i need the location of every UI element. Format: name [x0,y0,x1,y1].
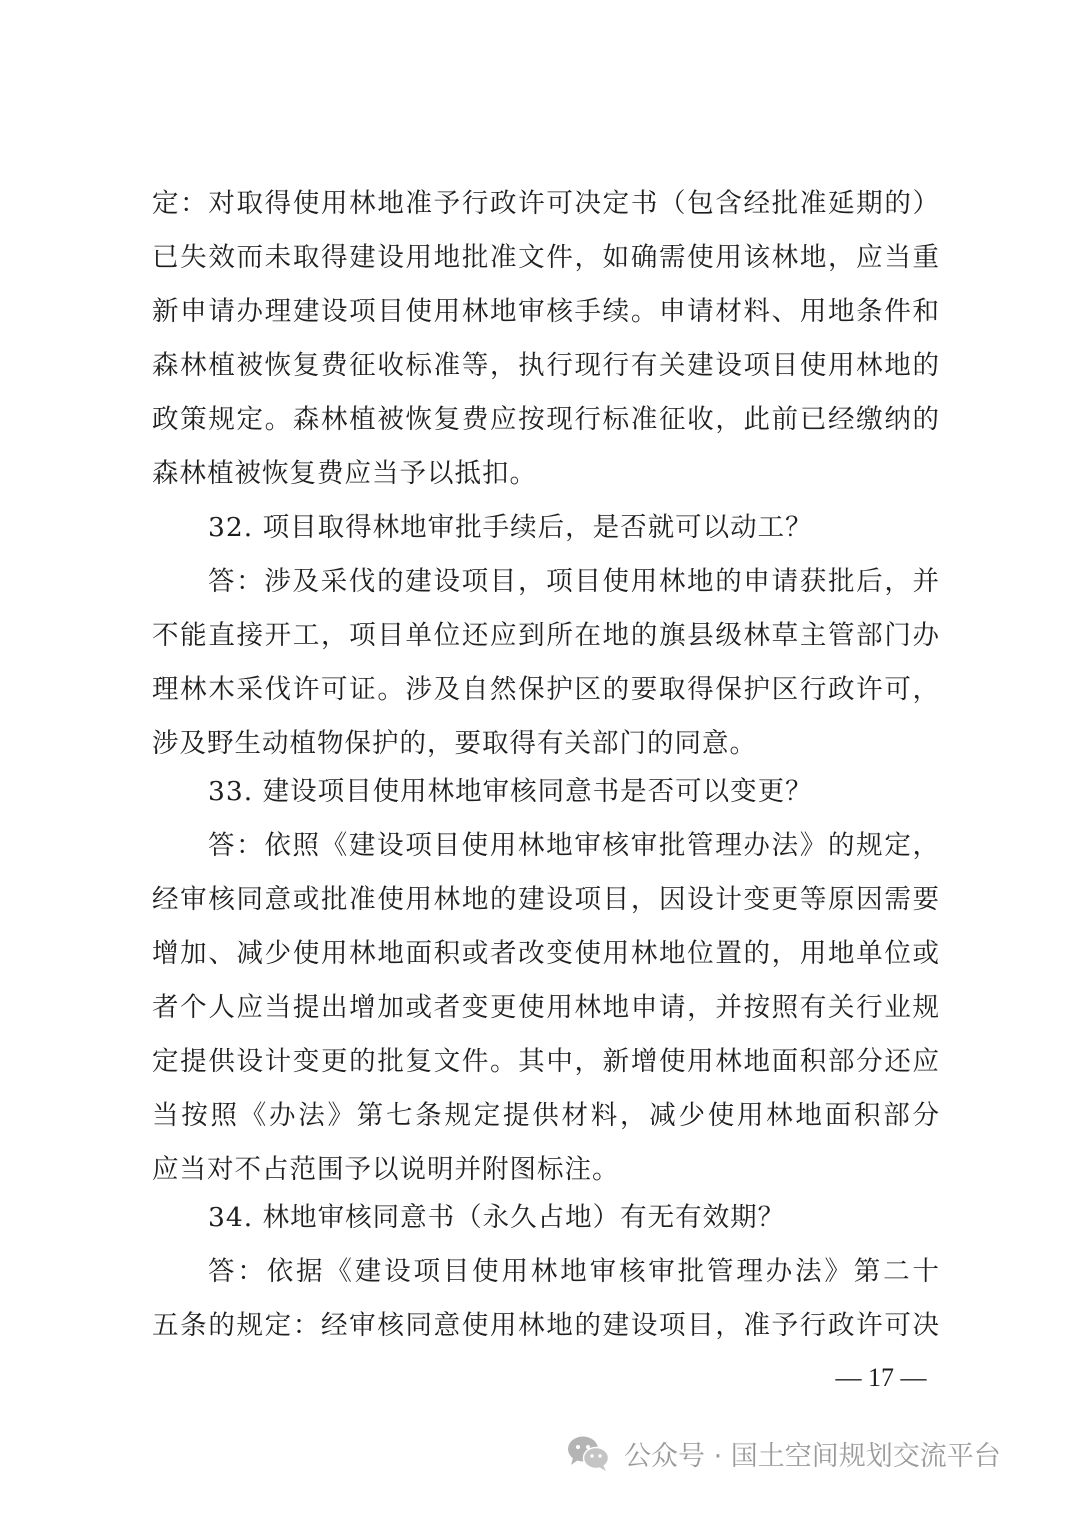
body-line: 涉及野生动植物保护的，要取得有关部门的同意。 [152,728,757,759]
answer-line: 答：涉及采伐的建设项目，项目使用林地的申请获批后，并 [208,566,940,597]
page-number: — 17 — [835,1363,927,1392]
body-line: 新申请办理建设项目使用林地审核手续。申请材料、用地条件和 [152,296,940,327]
question-heading-34: 34. 林地审核同意书（永久占地）有无有效期？ [208,1202,786,1233]
wechat-icon [566,1434,610,1472]
body-line: 应当对不占范围予以说明并附图标注。 [152,1154,620,1185]
body-line: 增加、减少使用林地面积或者改变使用林地位置的，用地单位或 [152,938,940,969]
answer-line: 答：依照《建设项目使用林地审核审批管理办法》的规定， [208,830,940,861]
watermark [566,1428,1001,1478]
body-line: 当按照《办法》第七条规定提供材料，减少使用林地面积部分 [152,1100,940,1131]
answer-line: 答：依据《建设项目使用林地审核审批管理办法》第二十 [208,1256,940,1287]
body-line: 已失效而未取得建设用地批准文件，如确需使用该林地，应当重 [152,242,940,273]
body-line: 森林植被恢复费征收标准等，执行现行有关建设项目使用林地的 [152,350,940,381]
body-line: 理林木采伐许可证。涉及自然保护区的要取得保护区行政许可， [152,674,940,705]
question-heading-33: 33. 建设项目使用林地审核同意书是否可以变更？ [208,776,813,807]
body-line: 不能直接开工，项目单位还应到所在地的旗县级林草主管部门办 [152,620,940,651]
body-line: 定：对取得使用林地准予行政许可决定书（包含经批准延期的） [152,188,940,219]
body-line: 政策规定。森林植被恢复费应按现行标准征收，此前已经缴纳的 [152,404,940,435]
body-line: 经审核同意或批准使用林地的建设项目，因设计变更等原因需要 [152,884,940,915]
question-heading-32: 32. 项目取得林地审批手续后，是否就可以动工？ [208,512,813,543]
body-line: 五条的规定：经审核同意使用林地的建设项目，准予行政许可决 [152,1310,940,1341]
watermark-text: 公众号 · 国土空间规划交流平台 [624,1440,1001,1472]
body-line: 森林植被恢复费应当予以抵扣。 [152,458,537,489]
body-line: 定提供设计变更的批复文件。其中，新增使用林地面积部分还应 [152,1046,940,1077]
body-line: 者个人应当提出增加或者变更使用林地申请，并按照有关行业规 [152,992,940,1023]
